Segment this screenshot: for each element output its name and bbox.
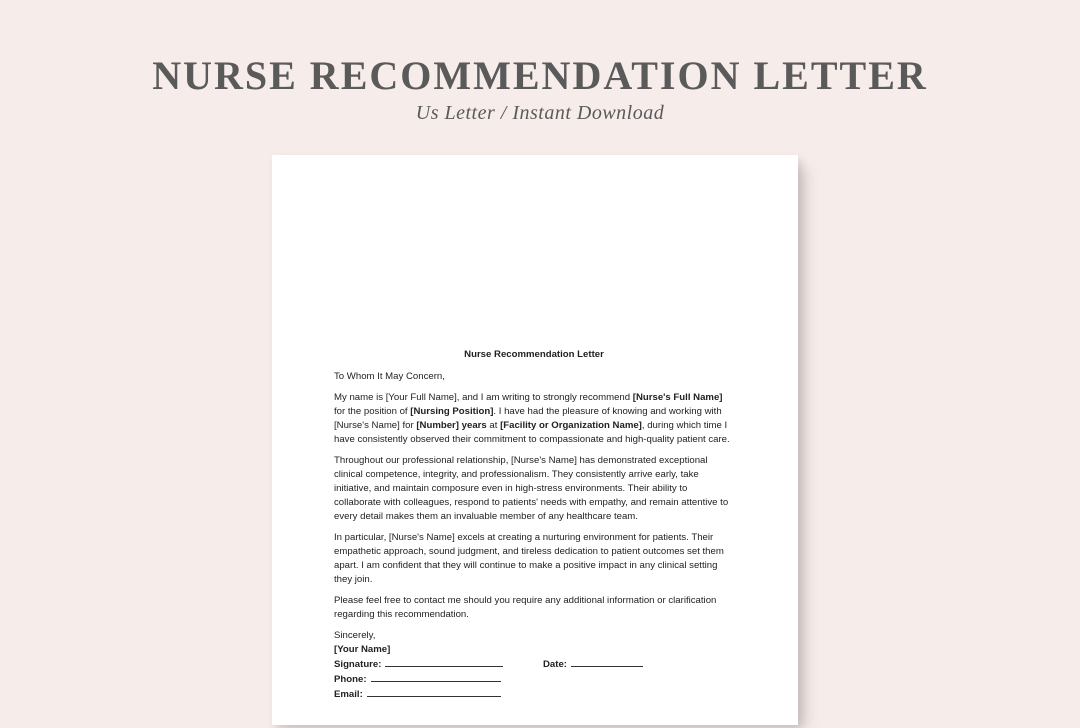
facility-name-placeholder: [Facility or Organization Name] (500, 420, 642, 431)
nurse-full-name-placeholder: [Nurse's Full Name] (632, 392, 723, 403)
letter-paragraph-intro (334, 391, 734, 447)
signature-label: Signature: (334, 659, 382, 670)
letter-closing: Sincerely, (334, 630, 376, 641)
date-blank (571, 657, 643, 667)
letter-paragraph-relationship: Throughout our professional relationship, [Nurse's Name] has demonstrated exceptional clinical competence, integrity, and professionalism. They consistently arrive early, take initiative, and maintain composure even in high-stress environments. Their ability to collaborate with colleagues, respond to patients' needs with empathy, and remain attentive to every detail makes them an invaluable member of any healthcare team. (334, 455, 729, 522)
signature-blank (385, 657, 503, 667)
email-row (334, 687, 734, 702)
letter-salutation: To Whom It May Concern, (334, 371, 445, 382)
signature-block (334, 629, 734, 702)
intro-text-3: . I have had the pleasure of knowing and working with [Nurse's Name] for (334, 406, 722, 431)
letter-title: Nurse Recommendation Letter (464, 349, 604, 360)
email-label: Email: (334, 689, 363, 700)
page-title: NURSE RECOMMENDATION LETTER (152, 53, 928, 98)
your-name-placeholder: [Your Name] (334, 644, 391, 655)
phone-row (334, 672, 734, 687)
email-blank (367, 687, 501, 697)
letter-paragraph-particular: In particular, [Nurse's Name] excels at creating a nurturing environment for patients. Their empathetic approach, sound judgment, and tireless dedication to patient outcomes set them apart. I am confident that they will continue to make a positive impact in any clinical setting they join. (334, 532, 724, 585)
signature-row (334, 657, 734, 672)
nursing-position-placeholder: [Nursing Position] (410, 406, 494, 417)
intro-text-1: My name is [Your Full Name], and I am writing to strongly recommend (334, 392, 633, 403)
number-years-placeholder: [Number] years (416, 420, 487, 431)
phone-label: Phone: (334, 674, 367, 685)
intro-text-5: , during which time I have consistently observed their commitment to compassionate and high-quality patient care. (334, 420, 730, 445)
intro-text-2: for the position of (334, 406, 411, 417)
page-subtitle: Us Letter / Instant Download (415, 102, 665, 124)
letter-body (334, 348, 734, 702)
phone-blank (371, 672, 501, 682)
date-field (543, 657, 643, 672)
intro-text-4: at (486, 420, 501, 431)
letter-paragraph-contact: Please feel free to contact me should you require any additional information or clarification regarding this recommendation. (334, 595, 717, 620)
date-label: Date: (543, 659, 567, 670)
letter-page (272, 155, 798, 725)
